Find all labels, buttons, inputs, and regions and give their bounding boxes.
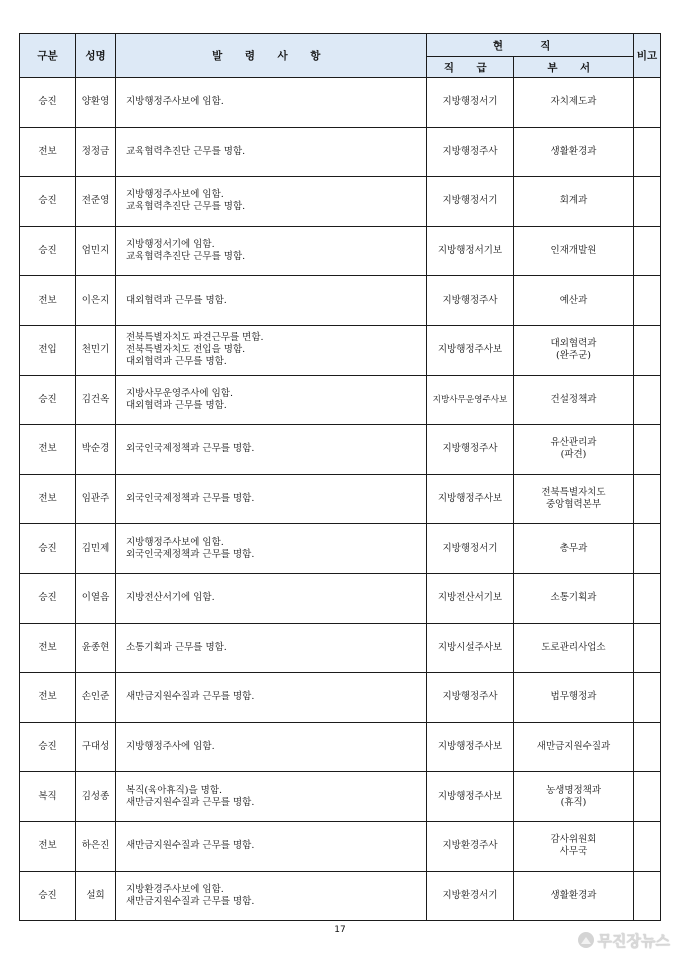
remarks-cell — [634, 722, 661, 772]
mountain-logo-icon — [578, 932, 594, 948]
header-current-position: 현 직 — [427, 34, 634, 57]
table-row — [20, 772, 661, 822]
remarks-cell — [634, 772, 661, 822]
department-cell — [514, 474, 634, 524]
table-row — [20, 78, 661, 128]
remarks-cell — [634, 573, 661, 623]
name-cell: 구대성 — [76, 722, 116, 772]
rank-cell: 지방행정주사 — [427, 673, 514, 723]
name-cell: 윤종현 — [76, 623, 116, 673]
rank-cell: 지방행정서기보 — [427, 226, 514, 276]
order-line: 지방환경주사보에 임함. — [126, 883, 224, 895]
category-cell: 전보 — [20, 673, 76, 723]
appointment-sheet — [19, 33, 660, 921]
remarks-cell — [634, 623, 661, 673]
category-cell: 전보 — [20, 821, 76, 871]
order-line: 지방전산서기에 임함. — [126, 592, 215, 604]
order-line: 새만금지원수질과 근무를 명함. — [126, 796, 255, 808]
name-cell: 김성종 — [76, 772, 116, 822]
order-line: 새만금지원수질과 근무를 명함. — [126, 895, 255, 907]
department-cell — [514, 375, 634, 425]
department-cell — [514, 425, 634, 475]
personnel-appointment-table — [19, 33, 661, 921]
header-name: 성명 — [76, 34, 116, 78]
category-cell: 승진 — [20, 177, 76, 227]
order-cell — [116, 375, 427, 425]
rank-cell: 지방행정주사보 — [427, 325, 514, 375]
rank-cell: 지방행정주사 — [427, 127, 514, 177]
order-line: 교육협력추진단 근무를 명함. — [126, 201, 246, 213]
department-cell — [514, 623, 634, 673]
category-cell: 전보 — [20, 425, 76, 475]
name-cell: 하은진 — [76, 821, 116, 871]
rank-cell: 지방행정주사보 — [427, 474, 514, 524]
department-cell — [514, 871, 634, 921]
department-cell — [514, 821, 634, 871]
department-cell — [514, 127, 634, 177]
remarks-cell — [634, 276, 661, 326]
table-row — [20, 474, 661, 524]
department-cell — [514, 325, 634, 375]
department-line: 중앙협력본부 — [545, 499, 602, 511]
header-department: 부 서 — [514, 57, 634, 78]
rank-cell: 지방전산서기보 — [427, 573, 514, 623]
table-row — [20, 871, 661, 921]
category-cell: 전보 — [20, 623, 76, 673]
department-cell — [514, 772, 634, 822]
order-line: 지방행정주사보에 임함. — [126, 536, 224, 548]
remarks-cell — [634, 127, 661, 177]
department-line: 감사위원회 — [550, 834, 597, 846]
remarks-cell — [634, 78, 661, 128]
table-header — [20, 34, 661, 78]
watermark — [578, 928, 670, 952]
category-cell: 승진 — [20, 573, 76, 623]
order-line: 전북특별자치도 전입을 명함. — [126, 344, 246, 356]
department-line: 사무국 — [559, 846, 588, 858]
header-remarks: 비고 — [634, 34, 661, 78]
table-row — [20, 177, 661, 227]
table-row — [20, 375, 661, 425]
table-row — [20, 127, 661, 177]
watermark-text: 무진장뉴스 — [597, 931, 670, 950]
order-cell — [116, 871, 427, 921]
department-cell — [514, 573, 634, 623]
page-number: 17 — [334, 925, 346, 935]
department-line: (완주군) — [556, 350, 591, 362]
department-line: 법무행정과 — [550, 691, 597, 703]
category-cell: 승진 — [20, 226, 76, 276]
order-line: 외국인국제정책과 근무를 명함. — [126, 493, 255, 505]
name-cell: 임관주 — [76, 474, 116, 524]
order-line: 교육협력추진단 근무를 명함. — [126, 145, 246, 157]
table-row — [20, 722, 661, 772]
category-cell: 승진 — [20, 722, 76, 772]
remarks-cell — [634, 673, 661, 723]
rank-cell: 지방행정주사보 — [427, 722, 514, 772]
order-cell — [116, 127, 427, 177]
department-line: 도로관리사업소 — [541, 641, 606, 653]
department-line: 예산과 — [559, 294, 588, 306]
department-line: 소통기획과 — [550, 592, 597, 604]
category-cell: 전보 — [20, 474, 76, 524]
name-cell: 설희 — [76, 871, 116, 921]
category-cell: 승진 — [20, 524, 76, 574]
order-cell — [116, 524, 427, 574]
order-cell — [116, 425, 427, 475]
table-row — [20, 226, 661, 276]
table-row — [20, 623, 661, 673]
order-line: 교육협력추진단 근무를 명함. — [126, 251, 246, 263]
order-line: 지방사무운영주사에 임함. — [126, 387, 233, 399]
order-cell — [116, 474, 427, 524]
name-cell: 엄민지 — [76, 226, 116, 276]
order-cell — [116, 276, 427, 326]
table-row — [20, 325, 661, 375]
table-row — [20, 573, 661, 623]
department-cell — [514, 524, 634, 574]
department-line: 생활환경과 — [550, 889, 597, 901]
department-line: 유산관리과 — [550, 437, 597, 449]
table-row — [20, 673, 661, 723]
table-row — [20, 821, 661, 871]
department-line: (휴직) — [560, 796, 587, 808]
table-row — [20, 524, 661, 574]
department-cell — [514, 276, 634, 326]
category-cell: 복직 — [20, 772, 76, 822]
department-line: 농생명정책과 — [545, 784, 602, 796]
department-line: 새만금지원수질과 — [536, 741, 611, 753]
category-cell: 승진 — [20, 78, 76, 128]
name-cell: 이은지 — [76, 276, 116, 326]
remarks-cell — [634, 474, 661, 524]
order-cell — [116, 78, 427, 128]
order-line: 대외협력과 근무를 명함. — [126, 399, 227, 411]
order-cell — [116, 722, 427, 772]
name-cell: 전준영 — [76, 177, 116, 227]
department-cell — [514, 78, 634, 128]
order-cell — [116, 325, 427, 375]
order-cell — [116, 623, 427, 673]
department-line: 자치제도과 — [550, 96, 597, 108]
name-cell: 박순경 — [76, 425, 116, 475]
remarks-cell — [634, 821, 661, 871]
name-cell: 손인준 — [76, 673, 116, 723]
rank-cell: 지방행정주사 — [427, 425, 514, 475]
department-line: 인재개발원 — [550, 245, 597, 257]
order-line: 지방행정주사에 임함. — [126, 741, 215, 753]
name-cell: 김건옥 — [76, 375, 116, 425]
name-cell: 이열음 — [76, 573, 116, 623]
remarks-cell — [634, 226, 661, 276]
order-line: 대외협력과 근무를 명함. — [126, 356, 227, 368]
name-cell: 김민제 — [76, 524, 116, 574]
remarks-cell — [634, 524, 661, 574]
remarks-cell — [634, 425, 661, 475]
name-cell: 양환영 — [76, 78, 116, 128]
table-body — [20, 78, 661, 921]
category-cell: 승진 — [20, 375, 76, 425]
header-category: 구분 — [20, 34, 76, 78]
department-line: 생활환경과 — [550, 145, 597, 157]
department-cell — [514, 177, 634, 227]
category-cell: 전보 — [20, 276, 76, 326]
category-cell: 전입 — [20, 325, 76, 375]
department-cell — [514, 226, 634, 276]
order-cell — [116, 821, 427, 871]
rank-cell: 지방행정주사보 — [427, 772, 514, 822]
remarks-cell — [634, 871, 661, 921]
order-line: 복직(육아휴직)을 명함. — [126, 784, 223, 796]
rank-cell: 지방환경주사 — [427, 821, 514, 871]
rank-cell: 지방시설주사보 — [427, 623, 514, 673]
order-line: 지방행정주사보에 임함. — [126, 96, 224, 108]
department-cell — [514, 722, 634, 772]
rank-cell: 지방행정서기 — [427, 177, 514, 227]
order-line: 전북특별자치도 파견근무를 면함. — [126, 332, 264, 344]
name-cell: 정정금 — [76, 127, 116, 177]
order-cell — [116, 673, 427, 723]
order-line: 소통기획과 근무를 명함. — [126, 641, 227, 653]
department-line: 총무과 — [559, 542, 588, 554]
order-line: 지방행정서기에 임함. — [126, 239, 215, 251]
order-line: 외국인국제정책과 근무를 명함. — [126, 548, 255, 560]
department-line: 건설정책과 — [550, 393, 597, 405]
remarks-cell — [634, 325, 661, 375]
department-line: 전북특별자치도 — [541, 487, 606, 499]
rank-cell: 지방행정서기 — [427, 524, 514, 574]
order-line: 새만금지원수질과 근무를 명함. — [126, 840, 255, 852]
rank-cell: 지방사무운영주사보 — [427, 375, 514, 425]
department-line: (파견) — [560, 449, 587, 461]
category-cell: 승진 — [20, 871, 76, 921]
rank-cell: 지방행정서기 — [427, 78, 514, 128]
department-line: 회계과 — [559, 195, 588, 207]
table-row — [20, 276, 661, 326]
order-cell — [116, 573, 427, 623]
order-cell — [116, 177, 427, 227]
header-rank: 직 급 — [427, 57, 514, 78]
rank-cell: 지방행정주사 — [427, 276, 514, 326]
order-cell — [116, 772, 427, 822]
order-cell — [116, 226, 427, 276]
name-cell: 천민기 — [76, 325, 116, 375]
remarks-cell — [634, 375, 661, 425]
department-cell — [514, 673, 634, 723]
table-row — [20, 425, 661, 475]
header-order: 발 령 사 항 — [116, 34, 427, 78]
order-line: 지방행정주사보에 임함. — [126, 189, 224, 201]
order-line: 새만금지원수질과 근무를 명함. — [126, 691, 255, 703]
rank-cell: 지방환경서기 — [427, 871, 514, 921]
order-line: 외국인국제정책과 근무를 명함. — [126, 443, 255, 455]
order-line: 대외협력과 근무를 명함. — [126, 294, 227, 306]
department-line: 대외협력과 — [550, 338, 597, 350]
category-cell: 전보 — [20, 127, 76, 177]
remarks-cell — [634, 177, 661, 227]
